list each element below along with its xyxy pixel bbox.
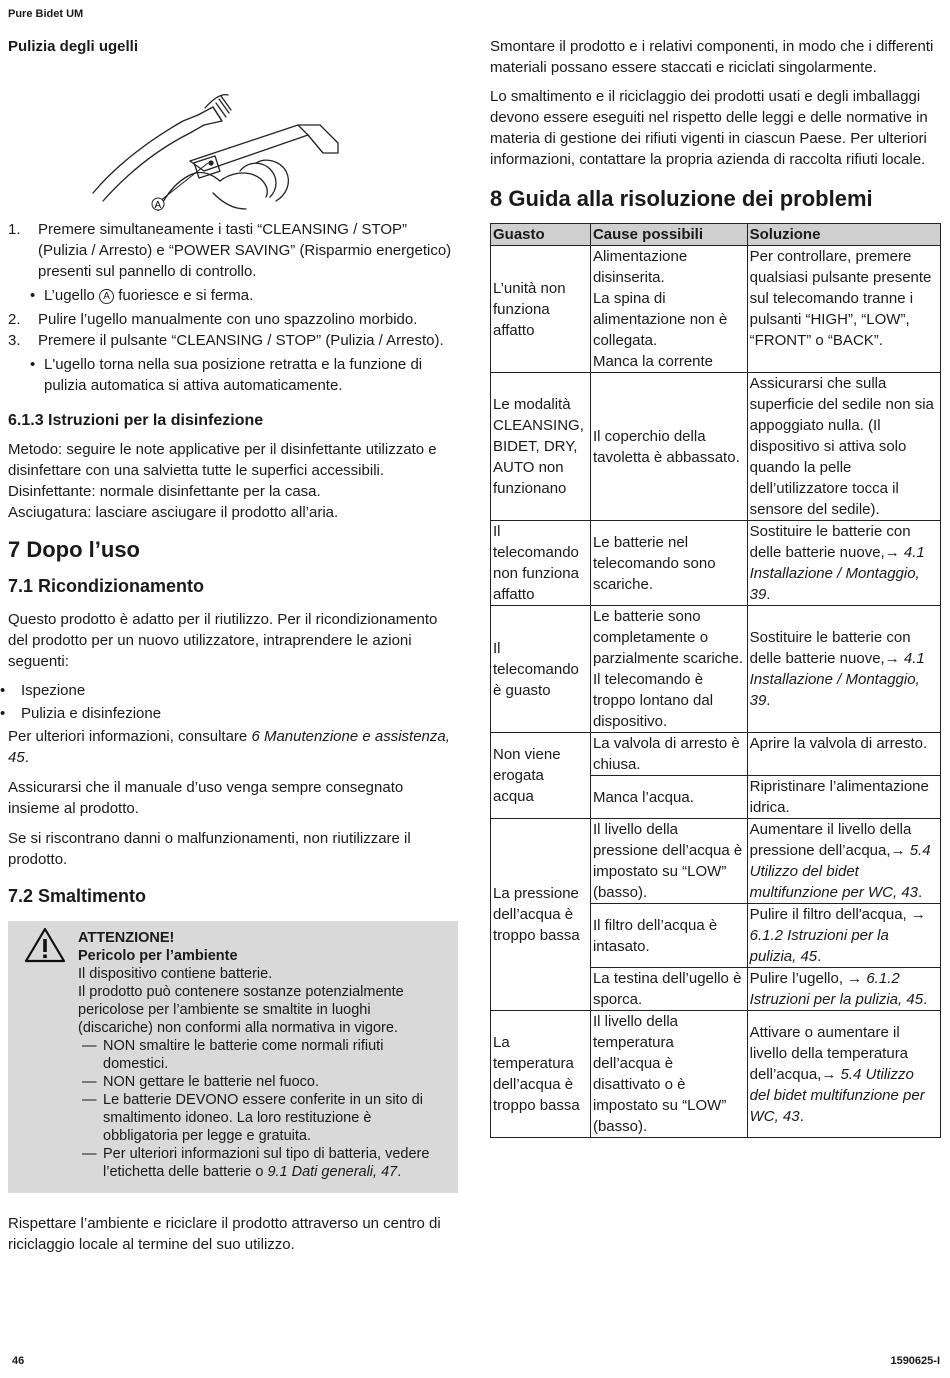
right-column: [490, 36, 942, 1138]
hand-brush-nozzle-illustration: [8, 63, 428, 211]
column-header: Cause possibili: [590, 224, 747, 246]
recond-more-info: Per ulteriori informazioni, consultare 6 Manutenzione e assistenza, 45.: [8, 728, 450, 766]
dati-generali-link[interactable]: 9.1 Dati generali, 47: [267, 1164, 398, 1180]
recond-manual-note: Assicurarsi che il manuale d’uso venga sempre consegnato insieme al prodotto.: [8, 779, 404, 817]
nozzle-cleaning-heading: Pulizia degli ugelli: [8, 38, 139, 55]
disinfection-text: Metodo: seguire le note applicative per il disinfettante utilizzato e disinfettare con una salvietta tutte le superfici accessibili. Disinfettante: normale disinfettante per la casa. Asciugatura: lasciare asciugare il prodotto all’aria.: [8, 441, 437, 521]
warning-box: ATTENZIONE! Pericolo per l’ambiente Il dispositivo contiene batterie. Il prodotto può contenere sostanze potenzialmente pericolose per l’ambiente se smaltite in luoghi (discariche) non conformi alla normativa in vigore. — NON smaltire le batterie come normali rifiuti domestici. — NON gettare le batterie nel fuoco. — Le batterie DEVONO essere conferite in un sito di smaltimento idoneo. La loro restituzione è obbligatoria per legge e gratuita. — Per ulteriori informazioni sul tipo di batteria, vedere l’etichetta delle batterie o 9.1 Dati generali, 47.: [8, 921, 458, 1193]
table-row: L’unità non funziona affatto Alimentazione disinserita. La spina di alimentazione non è collegata. Manca la corrente Per controllare, premere qualsiasi pulsante presente sul telecomando tranne i pulsanti “HIGH”, “LOW”, “FRONT” o “BACK”.: [491, 246, 941, 373]
cleaning-instructions-link[interactable]: → 6.1.2 Istruzioni per la pulizia, 45: [749, 906, 926, 965]
bidet-usage-link[interactable]: → 5.4 Utilizzo del bidet multifunzione per WC, 43: [749, 1065, 925, 1125]
troubleshooting-table: [490, 223, 941, 1138]
disposal-paragraph-1: Smontare il prodotto e i relativi componenti, in modo che i differenti materiali possano essere staccati e riciclati singolarmente.: [490, 38, 934, 76]
document-id: 1590625-I: [890, 1355, 940, 1367]
running-header: Pure Bidet UM: [8, 8, 84, 20]
disinfection-heading: 6.1.3 Istruzioni per la disinfezione: [8, 412, 264, 429]
disposal-paragraph-2: Lo smaltimento e il riciclaggio dei prodotti usati e degli imballaggi devono essere eseguiti nel rispetto delle leggi e delle normative in materia di gestione dei rifiuti vigenti in ciascun Paese. Per ulteriori informazioni, contattare la propria azienda di raccolta rifiuti locale.: [490, 88, 928, 168]
table-header-row: [491, 224, 941, 246]
installazione-link[interactable]: → 4.1 Installazione / Montaggio, 39: [749, 650, 925, 709]
cleaning-instructions-link[interactable]: → 6.1.2 Istruzioni per la pulizia, 45: [749, 970, 924, 1008]
warning-title: ATTENZIONE!: [78, 930, 175, 946]
list-item: • Ispezione: [0, 682, 86, 699]
column-header: Soluzione: [747, 224, 940, 246]
table-row: Il filtro dell’acqua è intasato. Pulire il filtro dell'acqua, → 6.1.2 Istruzioni per la pulizia, 45.: [491, 904, 941, 968]
recond-intro: Questo prodotto è adatto per il riutilizzo. Per il ricondizionamento del prodotto per un nuovo utilizzatore, intraprendere le azioni seguenti:: [8, 611, 438, 670]
step-3: 3. Premere il pulsante “CLEANSING / STOP” (Pulizia / Arresto).: [8, 332, 444, 349]
manutenzione-link[interactable]: 6 Manutenzione e assistenza, 45: [8, 728, 450, 766]
page-number: 46: [12, 1355, 25, 1367]
table-row: Le modalità CLEANSING, BIDET, DRY, AUTO non funzionano Il coperchio della tavoletta è abbassato. Assicurarsi che sulla superficie del sedile non sia appoggiato nulla. (Il dispositivo si attiva solo quando la pelle dell’utilizzatore tocca il sensore del sedile).: [491, 373, 941, 521]
column-header: Guasto: [491, 224, 591, 246]
section-8-title: 8 Guida alla risoluzione dei problemi: [490, 186, 873, 211]
warning-dash-item: — Per ulteriori informazioni sul tipo di batteria, vedere l’etichetta delle batterie o 9.1 Dati generali, 47.: [82, 1146, 430, 1180]
recond-damage-note: Se si riscontrano danni o malfunzionamenti, non riutilizzare il prodotto.: [8, 830, 411, 868]
list-item: • Pulizia e disinfezione: [0, 705, 162, 722]
installazione-link[interactable]: → 4.1 Installazione / Montaggio, 39: [749, 544, 925, 603]
callout-a-symbol: A: [99, 289, 114, 304]
step-1: 1. Premere simultaneamente i tasti “CLEANSING / STOP” (Pulizia / Arresto) e “POWER SAVING” (Risparmio energetico) presenti sul pannello di controllo.: [8, 221, 452, 280]
warning-dash-item: — Le batterie DEVONO essere conferite in un sito di smaltimento idoneo. La loro restituzione è obbligatoria per legge e gratuita.: [82, 1092, 423, 1144]
warning-subtitle: Pericolo per l’ambiente: [78, 948, 238, 964]
table-row: Il telecomando è guasto Le batterie sono completamente o parzialmente scariche. Il telecomando è troppo lontano dal dispositivo. Sostituire le batterie con delle batterie nuove,→ 4.1 Installazione / Montaggio, 39.: [491, 606, 941, 733]
step-1-bullet: • L’ugello A fuoriesce e si ferma.: [30, 287, 254, 304]
section-7-1-title: 7.1 Ricondizionamento: [8, 576, 205, 596]
table-row: La temperatura dell’acqua è troppo bassa Il livello della temperatura dell’acqua è disattivato o è impostato su “LOW” (basso). Attivare o aumentare il livello della temperatura dell’acqua,→ 5.4 Utilizzo del bidet multifunzione per WC, 43.: [491, 1011, 941, 1138]
table-row: Il telecomando non funziona affatto Le batterie nel telecomando sono scariche. Sostituire le batterie con delle batterie nuove,→ 4.1 Installazione / Montaggio, 39.: [491, 521, 941, 606]
table-row: Non viene erogata acqua La valvola di arresto è chiusa. Aprire la valvola di arresto.: [491, 733, 941, 776]
table-row: La testina dell’ugello è sporca. Pulire l’ugello, → 6.1.2 Istruzioni per la pulizia, 45.: [491, 968, 941, 1011]
table-row: Manca l’acqua. Ripristinare l’alimentazione idrica.: [491, 776, 941, 819]
left-column: [0, 36, 458, 1255]
recond-bullet-list: [0, 680, 458, 724]
nozzle-cleaning-figure: [8, 63, 458, 211]
figure-callout-a: A: [154, 200, 162, 211]
warning-dash-item: — NON smaltire le batterie come normali rifiuti domestici.: [82, 1038, 384, 1072]
step-2: 2. Pulire l’ugello manualmente con uno spazzolino morbido.: [8, 311, 418, 328]
section-7-title: 7 Dopo l’uso: [8, 537, 140, 562]
warning-triangle-icon: [24, 927, 66, 963]
table-row: La pressione dell’acqua è troppo bassa Il livello della pressione dell’acqua è impostato su “LOW” (basso). Aumentare il livello della pressione dell’acqua,→ 5.4 Utilizzo del bidet multifunzione per WC, 43.: [491, 819, 941, 904]
warning-dash-item: — NON gettare le batterie nel fuoco.: [82, 1074, 320, 1090]
step-3-bullet: • L'ugello torna nella sua posizione retratta e la funzione di pulizia automatica si attiva automaticamente.: [30, 356, 423, 394]
section-7-2-title: 7.2 Smaltimento: [8, 886, 147, 906]
bidet-usage-link[interactable]: → 5.4 Utilizzo del bidet multifunzione per WC, 43: [749, 842, 931, 901]
closing-note: Rispettare l’ambiente e riciclare il prodotto attraverso un centro di riciclaggio locale al termine del suo utilizzo.: [8, 1215, 441, 1253]
